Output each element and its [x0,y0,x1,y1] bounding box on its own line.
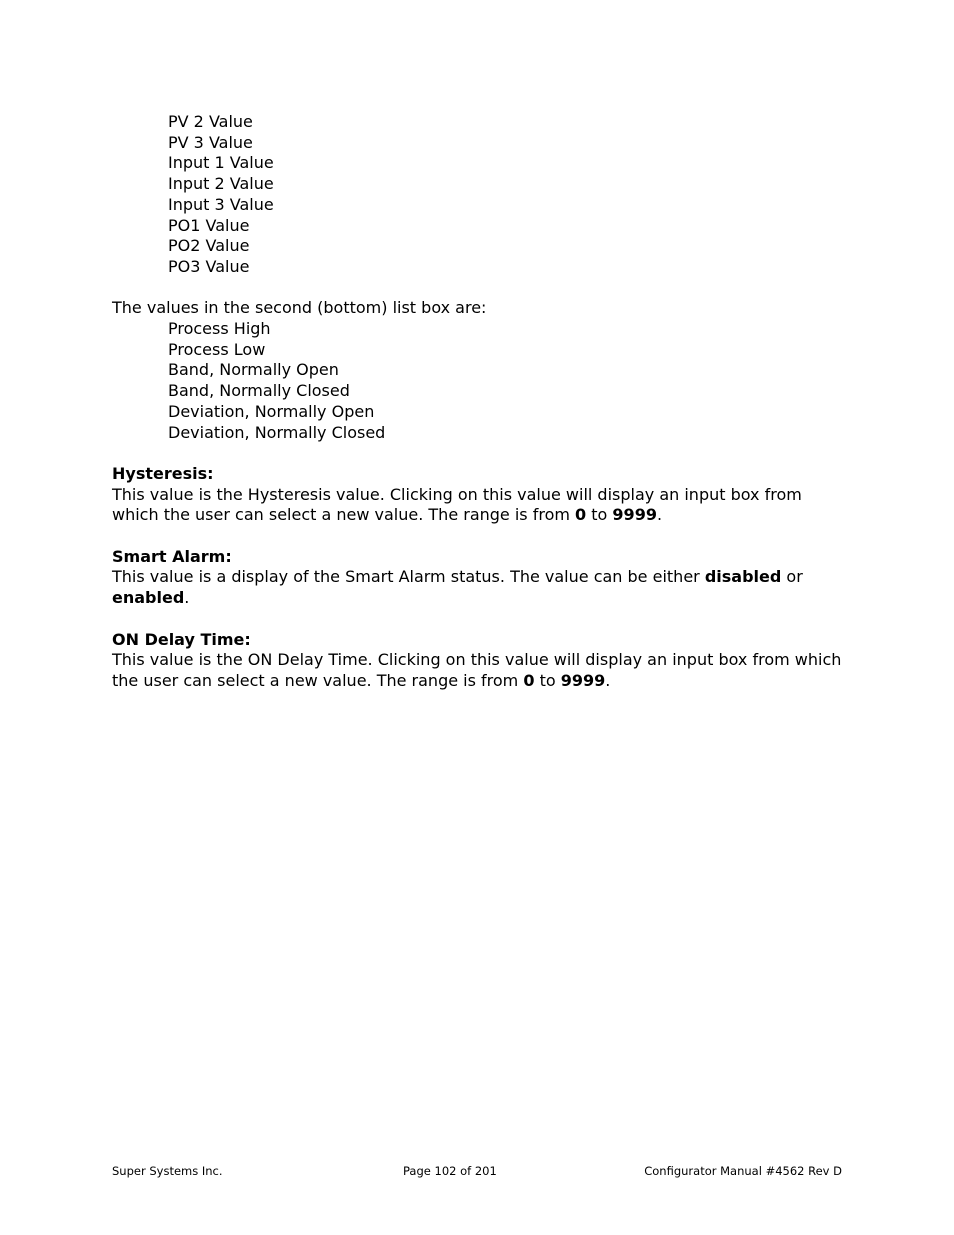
list-item: PO3 Value [168,256,250,276]
page-body [112,112,842,692]
footer-document-id: Configurator Manual #4562 Rev D [644,1164,842,1178]
range-max: 9999 [560,670,606,690]
smart-alarm-section [112,547,842,609]
paragraph-text: . [184,588,190,608]
section-paragraph [112,567,842,608]
option-disabled: disabled [704,567,782,587]
footer-page-number: Page 102 of 201 [403,1164,497,1178]
list-item: Process Low [168,339,266,359]
paragraph-text: This value is the Hysteresis value. Clicking on this value will display an input box from which the user can select a new value. The range is from [112,484,802,525]
section-paragraph [112,650,842,691]
range-min: 0 [523,670,535,690]
list-item: Deviation, Normally Closed [168,422,386,442]
list-item: Input 1 Value [168,153,274,173]
list-item: PO2 Value [168,236,250,256]
range-max: 9999 [612,505,657,525]
page-footer [112,1163,842,1179]
section-paragraph [112,485,842,526]
paragraph-text: . [605,670,611,690]
section-heading: ON Delay Time: [112,629,251,649]
section-heading: Smart Alarm: [112,546,232,566]
section-heading: Hysteresis: [112,463,214,483]
paragraph-text: This value is a display of the Smart Alarm status. The value can be either [112,567,705,587]
list-item: PV 3 Value [168,132,253,152]
list-item: Process High [168,319,271,339]
hysteresis-section [112,464,842,526]
list-item: Deviation, Normally Open [168,401,375,421]
list-item: Band, Normally Open [168,360,339,380]
second-list [112,319,842,443]
list-item: Input 3 Value [168,194,274,214]
list-item: PO1 Value [168,215,250,235]
list-item: PV 2 Value [168,112,253,131]
second-list-intro: The values in the second (bottom) list box are: [112,298,487,318]
paragraph-text: to [534,670,561,690]
list-item: Band, Normally Closed [168,381,350,401]
paragraph-text: to [586,505,613,525]
first-list [112,112,842,278]
list-item: Input 2 Value [168,174,274,194]
paragraph-text: or [781,567,803,587]
footer-company: Super Systems Inc. [112,1164,223,1178]
paragraph-text: . [656,505,663,525]
option-enabled: enabled [112,588,185,608]
paragraph-text: This value is the ON Delay Time. Clicking on this value will display an input box from which the user can select a new value. The range is from [112,650,842,690]
range-min: 0 [575,505,587,525]
on-delay-section [112,630,842,692]
